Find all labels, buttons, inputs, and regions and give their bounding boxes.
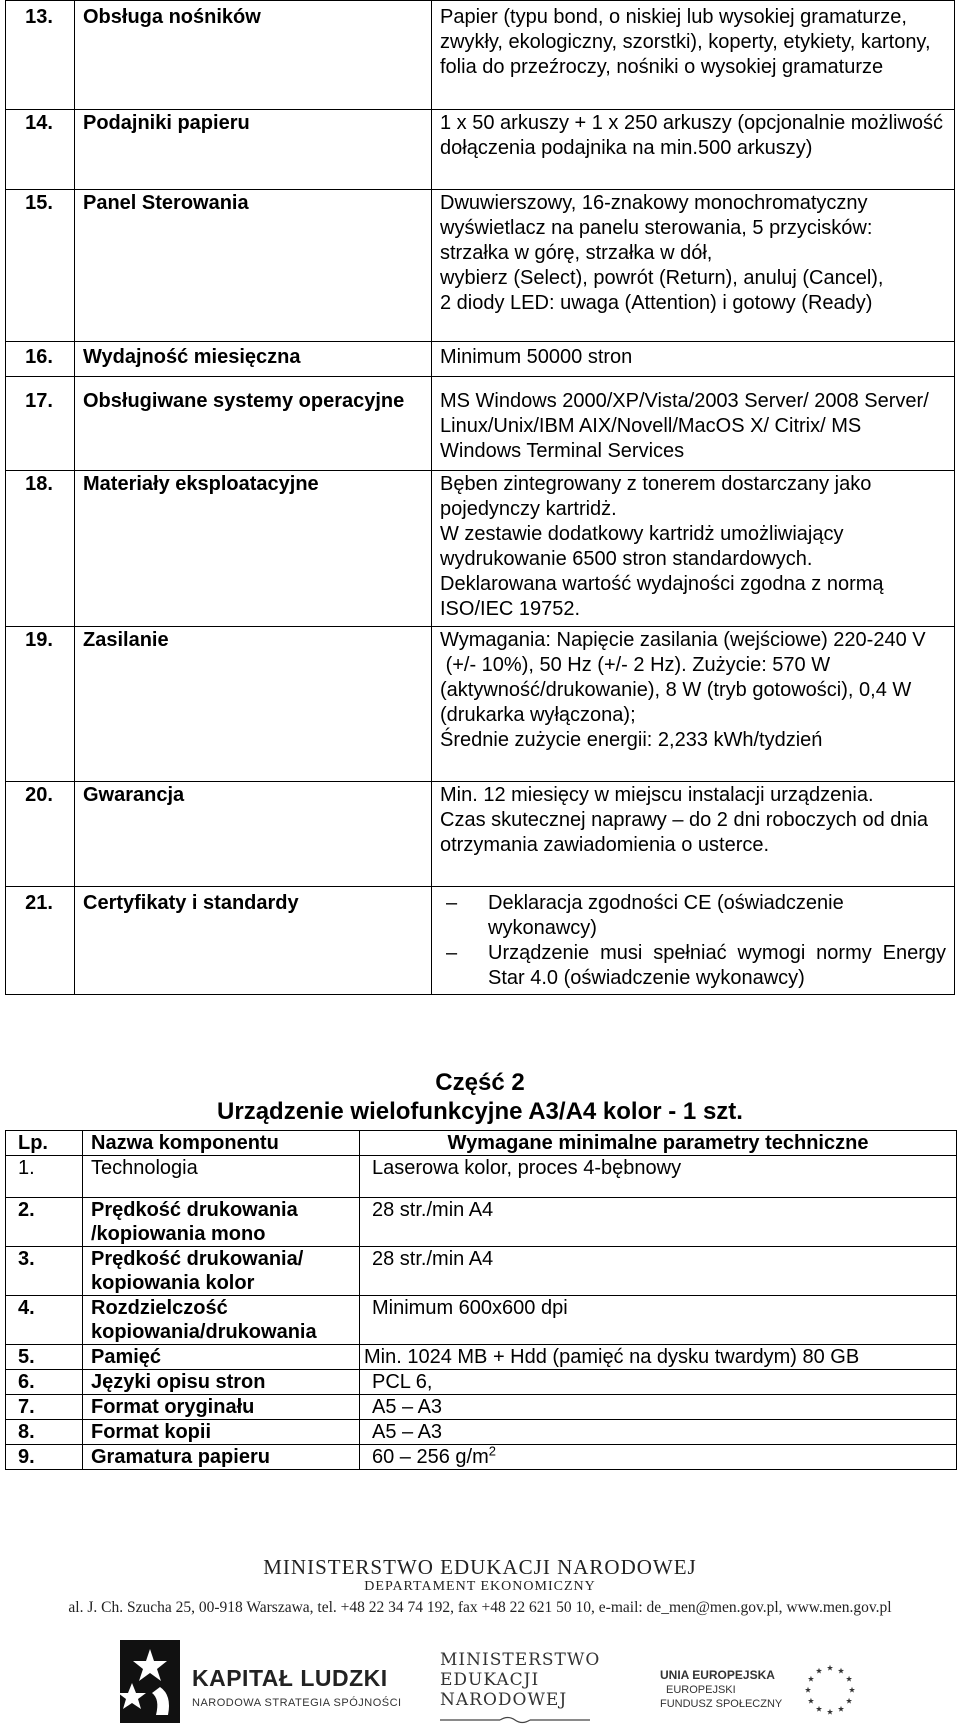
eu-star-icon (816, 1668, 822, 1674)
component-value: A5 – A3 (360, 1420, 957, 1445)
value-line: wybierz (Select), powrót (Return), anuluj (Cancel), (440, 267, 884, 289)
table-row (6, 627, 955, 782)
component-name: Pamięć (83, 1345, 360, 1370)
contact-address: al. J. Ch. Szucha 25, 00-918 Warszawa, tel. +48 22 34 74 192, fax +48 22 621 50 10, e-mail: de_men@men.gov.pl, www.men.gov.pl (68, 1599, 892, 1616)
value-text: 60 – 256 g/m (372, 1446, 489, 1468)
header-params: Wymagane minimalne parametry techniczne (360, 1131, 957, 1156)
component-name: Obsługiwane systemy operacyjne (75, 377, 432, 471)
row-number: 6. (6, 1370, 83, 1395)
row-number: 14. (6, 110, 75, 190)
table-row (6, 887, 955, 995)
value-line: Bęben zintegrowany z tonerem dostarczany jako pojedynczy kartridż. (440, 473, 872, 520)
eu-star-icon (849, 1687, 855, 1693)
eu-star-icon (808, 1676, 814, 1682)
list-item (440, 941, 946, 991)
list-item-text: Urządzenie musi spełniać wymogi normy Energy Star 4.0 (oświadczenie wykonawcy) (488, 942, 946, 989)
component-name: Gwarancja (75, 782, 432, 887)
component-name: Zasilanie (75, 627, 432, 782)
dash-bullet: – (446, 892, 458, 914)
eu-star-icon (838, 1706, 844, 1712)
row-number: 21. (6, 887, 75, 995)
row-number: 4. (6, 1296, 83, 1345)
value-line: Średnie zużycie energii: 2,233 kWh/tydzień (440, 729, 823, 751)
certificate-list (440, 891, 946, 991)
table-row (6, 782, 955, 887)
row-number: 7. (6, 1395, 83, 1420)
spec-table-part2 (5, 1130, 957, 1470)
eu-logo-line: EUROPEJSKI (666, 1684, 736, 1696)
row-number: 15. (6, 190, 75, 342)
row-number: 16. (6, 342, 75, 377)
footer (0, 1555, 960, 1617)
men-logo-line: NARODOWEJ (440, 1690, 568, 1710)
table-row (6, 1198, 957, 1247)
component-name: Prędkość drukowania/ kopiowania kolor (83, 1247, 360, 1296)
men-logo-line: EDUKACJI (440, 1670, 540, 1690)
eu-star-icon (816, 1706, 822, 1712)
table-row (6, 1370, 957, 1395)
eu-logo-title: UNIA EUROPEJSKA (660, 1668, 775, 1682)
men-logo (440, 1650, 630, 1730)
list-item (440, 891, 946, 941)
row-number: 17. (6, 377, 75, 471)
table-row (6, 1296, 957, 1345)
header-name: Nazwa komponentu (83, 1131, 360, 1156)
logo-bar (0, 1635, 960, 1734)
component-name: Technologia (83, 1156, 360, 1198)
header-lp: Lp. (6, 1131, 83, 1156)
superscript: 2 (488, 1443, 496, 1459)
row-number: 20. (6, 782, 75, 887)
dash-bullet: – (446, 942, 458, 964)
component-value (432, 190, 955, 342)
table-row (6, 377, 955, 471)
value-line: W zestawie dodatkowy kartridż umożliwiający wydrukowanie 6500 stron standardowych. (440, 523, 844, 570)
row-number: 1. (6, 1156, 83, 1198)
table-row (6, 1445, 957, 1470)
component-value (432, 887, 955, 995)
table-row (6, 190, 955, 342)
component-value (432, 471, 955, 627)
component-value: Minimum 50000 stron (432, 342, 955, 377)
component-name: Prędkość drukowania /kopiowania mono (83, 1198, 360, 1247)
component-name: Format kopii (83, 1420, 360, 1445)
table-row (6, 1156, 957, 1198)
eu-star-icon (827, 1665, 833, 1671)
component-name: Certyfikaty i standardy (75, 887, 432, 995)
row-number: 19. (6, 627, 75, 782)
table-row (6, 342, 955, 377)
value-line: Wymagania: Napięcie zasilania (wejściowe) 220-240 V (440, 629, 926, 651)
list-item-text: Deklaracja zgodności CE (oświadczenie wykonawcy) (488, 892, 844, 939)
department-name: DEPARTAMENT EKONOMICZNY (364, 1579, 596, 1594)
section-heading (0, 1068, 960, 1126)
table-row (6, 471, 955, 627)
component-value: MS Windows 2000/XP/Vista/2003 Server/ 2008 Server/ Linux/Unix/IBM AIX/Novell/MacOS X/ Citrix/ MS Windows Terminal Services (432, 377, 955, 471)
component-value (432, 782, 955, 887)
eu-star-icon (846, 1676, 852, 1682)
component-value: 1 x 50 arkuszy + 1 x 250 arkuszy (opcjonalnie możliwość dołączenia podajnika na min.500 arkuszy) (432, 110, 955, 190)
table-row (6, 1420, 957, 1445)
component-value: Min. 1024 MB + Hdd (pamięć na dysku twardym) 80 GB (360, 1345, 957, 1370)
table-row (6, 110, 955, 190)
component-name: Rozdzielczość kopiowania/drukowania (83, 1296, 360, 1345)
row-number: 2. (6, 1198, 83, 1247)
spec-table-part1 (5, 0, 955, 995)
component-value: PCL 6, (360, 1370, 957, 1395)
component-name: Języki opisu stron (83, 1370, 360, 1395)
component-value: Laserowa kolor, proces 4-bębnowy (360, 1156, 957, 1198)
eu-logo-line: FUNDUSZ SPOŁECZNY (660, 1698, 783, 1710)
component-name: Podajniki papieru (75, 110, 432, 190)
kapital-ludzki-emblem-icon (110, 1635, 190, 1730)
eu-logo (660, 1660, 860, 1730)
eu-star-icon (808, 1698, 814, 1704)
component-name: Materiały eksploatacyjne (75, 471, 432, 627)
ministry-name: MINISTERSTWO EDUKACJI NARODOWEJ (263, 1555, 697, 1579)
component-value: 28 str./min A4 (360, 1198, 957, 1247)
component-value (432, 627, 955, 782)
device-title: Urządzenie wielofunkcyjne A3/A4 kolor - 1 szt. (217, 1098, 743, 1125)
table-row (6, 1345, 957, 1370)
component-value (360, 1445, 957, 1470)
eu-star-icon (846, 1698, 852, 1704)
component-name: Obsługa nośników (75, 1, 432, 110)
kapital-ludzki-logo (110, 1635, 440, 1730)
value-line: Dwuwierszowy, 16-znakowy monochromatyczny wyświetlacz na panelu sterowania, 5 przycisków: strzałka w górę, strzałka w dół, (440, 192, 873, 264)
eu-stars-icon (800, 1660, 860, 1720)
component-name: Gramatura papieru (83, 1445, 360, 1470)
eu-star-icon (827, 1709, 833, 1715)
part-title: Część 2 (435, 1069, 525, 1096)
row-number: 9. (6, 1445, 83, 1470)
component-value: 28 str./min A4 (360, 1247, 957, 1296)
value-line: Czas skutecznej naprawy – do 2 dni roboczych od dnia otrzymania zawiadomienia o usterce. (440, 809, 929, 856)
table-row (6, 1, 955, 110)
component-value: A5 – A3 (360, 1395, 957, 1420)
table-row (6, 1395, 957, 1420)
row-number: 5. (6, 1345, 83, 1370)
table-row (6, 1247, 957, 1296)
row-number: 8. (6, 1420, 83, 1445)
row-number: 18. (6, 471, 75, 627)
row-number: 3. (6, 1247, 83, 1296)
kapital-ludzki-subtitle: NARODOWA STRATEGIA SPÓJNOŚCI (192, 1697, 402, 1709)
kapital-ludzki-title: KAPITAŁ LUDZKI (192, 1665, 388, 1691)
men-logo-line: MINISTERSTWO (440, 1650, 601, 1670)
value-line: (+/- 10%), 50 Hz (+/- 2 Hz). Zużycie: 570 W (aktywność/drukowanie), 8 W (tryb gotowości), 0,4 W (drukarka wyłączona); (440, 654, 917, 726)
component-name: Panel Sterowania (75, 190, 432, 342)
component-value: Minimum 600x600 dpi (360, 1296, 957, 1345)
men-ornament-icon (440, 1715, 590, 1725)
component-name: Format oryginału (83, 1395, 360, 1420)
table-header-row (6, 1131, 957, 1156)
eu-star-icon (838, 1668, 844, 1674)
component-value: Papier (typu bond, o niskiej lub wysokiej gramaturze, zwykły, ekologiczny, szorstki), koperty, etykiety, kartony, folia do przeźroczy, nośniki o wysokiej gramaturze (432, 1, 955, 110)
value-line: 2 diody LED: uwaga (Attention) i gotowy (Ready) (440, 292, 873, 314)
value-line: Deklarowana wartość wydajności zgodna z normą ISO/IEC 19752. (440, 573, 884, 620)
value-line: Min. 12 miesięcy w miejscu instalacji urządzenia. (440, 784, 874, 806)
component-name: Wydajność miesięczna (75, 342, 432, 377)
eu-star-icon (805, 1687, 811, 1693)
row-number: 13. (6, 1, 75, 110)
